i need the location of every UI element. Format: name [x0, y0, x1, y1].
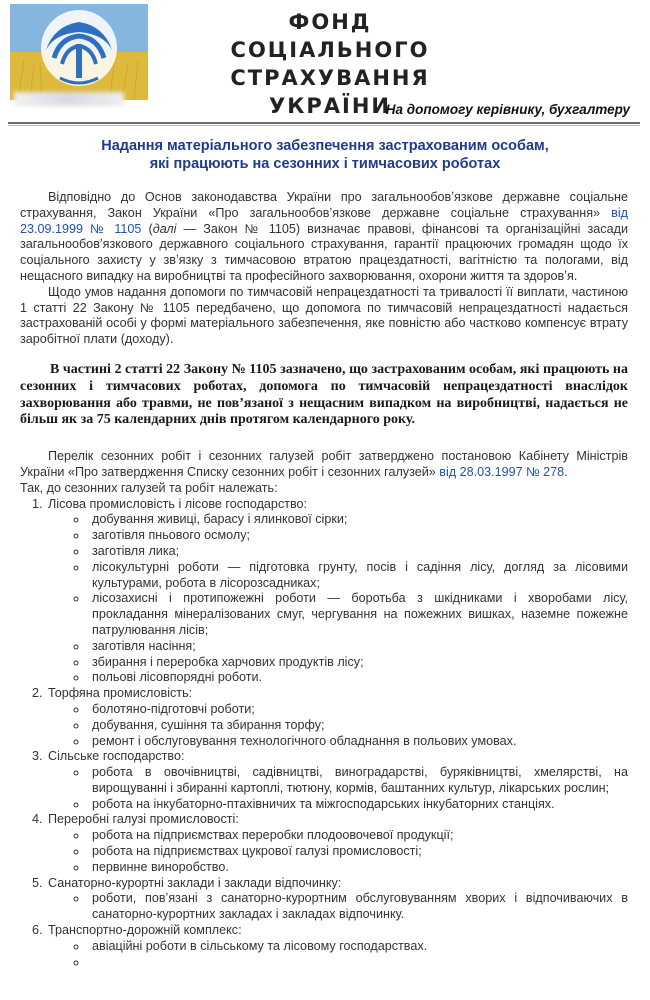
- work-item: ◦ заготівля насіння;: [88, 639, 628, 655]
- work-item: ◦ первинне виноробство.: [88, 860, 628, 876]
- blurred-caption: [14, 92, 124, 106]
- industry-item: [46, 749, 628, 812]
- works-sublist: [48, 891, 628, 923]
- paragraph-list-source: [20, 449, 628, 481]
- work-item: ◦ лісокультурні роботи — підготовка грунту, посів і садіння лісу, догляд за лісовими культурами, робота в лісорозсадниках;: [88, 560, 628, 592]
- paragraph-text: (: [141, 221, 153, 236]
- work-item: ◦ робота на підприємствах переробки плодоовочевої продукції;: [88, 828, 628, 844]
- industry-item: [46, 686, 628, 749]
- work-item: ◦ заготівля пньового осмолу;: [88, 528, 628, 544]
- industry-label: Переробні галузі промисловості:: [48, 812, 239, 827]
- resolution-link-278[interactable]: від 28.03.1997 № 278: [439, 464, 565, 479]
- paragraph-text: .: [564, 464, 568, 479]
- work-item: ◦ заготівля лика;: [88, 544, 628, 560]
- industry-label: Транспортно-дорожній комплекс:: [48, 923, 242, 938]
- paragraph-text: Відповідно до Основ законодавства України про загальнообовʼязкове державне соціальне страхування, Закон України «Про загальнообовʼязкове державне соціальне страхування»: [20, 190, 628, 220]
- work-item: [88, 955, 628, 971]
- list-intro: Так, до сезонних галузей та робіт належать:: [20, 480, 278, 495]
- work-item: ◦ робота на інкубаторно-птахівничих та міжгосподарських інкубаторних станціях.: [88, 797, 628, 813]
- work-item: ◦ роботи, повʼязані з санаторно-курортним обслуговуванням хворих і відпочиваючих в санаторно-курортних закладах і закладах відпочинку.: [88, 891, 628, 923]
- works-sublist: [48, 939, 628, 971]
- article-body: [20, 190, 628, 970]
- org-name-line: УКРАЇНИ: [269, 94, 391, 118]
- work-item: ◦ ремонт і обслуговування технологічного обладнання в польових умовах.: [88, 734, 628, 750]
- article-title-line: які працюють на сезонних і тимчасових роботах: [149, 156, 501, 172]
- works-sublist: [48, 828, 628, 875]
- works-sublist: [48, 765, 628, 812]
- paragraph-conditions: Щодо умов надання допомоги по тимчасовій непрацездатності та тривалості її виплати, частиною 1 статті 22 Закону № 1105 передбачено, що допомога по тимчасовій непрацездатності надається застрахованій особі у формі матеріального забезпечення, яке повністю або частково компенсує втрату заробітної плати (доходу).: [20, 284, 628, 347]
- industry-label: Санаторно-курортні заклади і заклади відпочинку:: [48, 875, 342, 890]
- work-item: ◦ авіаційні роботи в сільському та лісовому господарствах.: [88, 939, 628, 955]
- header-divider-thin: [8, 125, 640, 126]
- work-item: ◦ робота на підприємствах цукрової галузі промисловості;: [88, 844, 628, 860]
- seasonal-industries-list: [20, 497, 628, 971]
- works-sublist: [48, 512, 628, 686]
- paragraph-law-basis: [20, 190, 628, 285]
- industry-item: [46, 876, 628, 923]
- industry-item: [46, 812, 628, 875]
- industry-item: [46, 923, 628, 970]
- header-divider: [8, 122, 640, 124]
- work-item: ◦ болотяно-підготовчі роботи;: [88, 702, 628, 718]
- org-name-line: ФОНД: [288, 10, 372, 34]
- fund-emblem-icon: [10, 4, 148, 100]
- org-name-line: СОЦІАЛЬНОГО СТРАХУВАННЯ: [230, 38, 430, 90]
- work-item: ◦ лісозахисні і протипожежні роботи — боротьба з шкідниками і хворобами лісу, прокладання мінералізованих смуг, чергування на пожежних вишках, наземне пожежне патрулювання лісів;: [88, 591, 628, 638]
- paragraph-text: Перелік сезонних робіт і сезонних галузей робіт затверджено постановою Кабінету Міністрів України «Про затвердження Списку сезонних робіт і сезонних галузей»: [20, 449, 628, 479]
- work-item: ◦ добування живиці, барасу і ялинкової сірки;: [88, 512, 628, 528]
- paragraph-text: — Закон № 1105) визначає правові, фінансові та організаційні засади загальнообовʼязкового державного соціального страхування, гарантії працюючих громадян щодо їх соціального захисту у звʼязку з тимчасовою втратою працездатності, вагітністю та пологами, від нещасного випадку на виробництві та професійного захворювання, охорони життя та здоровʼя.: [20, 221, 628, 283]
- works-sublist: [48, 702, 628, 749]
- work-item: ◦ добування, сушіння та збирання торфу;: [88, 718, 628, 734]
- italic-word: далі: [152, 221, 177, 236]
- article-title: [0, 137, 650, 173]
- industry-label: Сільське господарство:: [48, 749, 185, 764]
- industry-item: [46, 497, 628, 687]
- fund-logo: [10, 4, 148, 100]
- work-item: ◦ робота в овочівництві, садівництві, виноградарстві, буряківництві, хмелярстві, на вирощуванні і збиранні картоплі, тютюну, кормів, баштанних культур, лікарських рослин;: [88, 765, 628, 797]
- header: [0, 0, 650, 128]
- law-link-1105[interactable]: від 23.09.1999 № 1105: [20, 205, 628, 236]
- paragraph-key-rule: В частині 2 статті 22 Закону № 1105 зазначено, що застрахованим особам, які працюють на сезонних і тимчасових роботах, допомога по тимчасовій непрацездатності внаслідок захворювання або травми, не повʼязаної з нещасним випадком на виробництві, надається не більш як за 75 календарних днів протягом календарного року.: [20, 361, 628, 428]
- industry-label: Лісова промисловість і лісове господарство:: [48, 496, 308, 511]
- industry-label: Торфяна промисловість:: [48, 686, 193, 701]
- rubric-label: На допомогу керівнику, бухгалтеру: [385, 102, 630, 117]
- article-title-line: Надання матеріального забезпечення застрахованим особам,: [101, 138, 549, 154]
- work-item: ◦ польові лісовпорядні роботи.: [88, 670, 628, 686]
- work-item: ◦ збирання і переробка харчових продуктів лісу;: [88, 655, 628, 671]
